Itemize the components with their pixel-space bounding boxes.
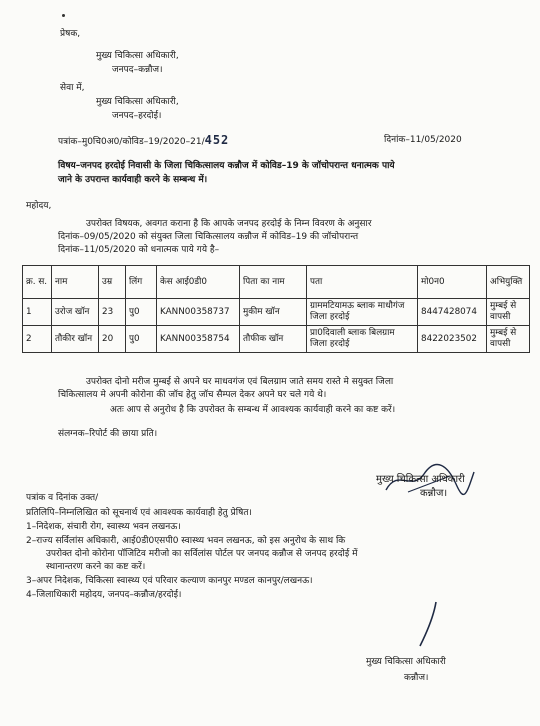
para1-line-3: दिनांक–11/05/2020 को धनात्मक पाये गये है–: [58, 245, 220, 255]
sender-place: जनपद–कन्नौज।: [112, 65, 163, 75]
col-header-address: पता: [307, 266, 418, 299]
recipient-name: मुख्य चिकित्सा अधिकारी,: [96, 97, 179, 107]
cell-remark: मुम्बई से वापसी: [487, 299, 530, 326]
para1-line-2: दिनांक–09/05/2020 को संयुक्त जिला चिकित्सालय कन्नौज में कोविड–19 की जॉचोपरान्त: [58, 232, 359, 242]
salutation: महोदय,: [26, 201, 52, 211]
sender-label: प्रेषक,: [60, 29, 81, 39]
cell-age: 20: [99, 326, 126, 353]
handwritten-number: 452: [204, 133, 230, 147]
table-header-row: [23, 266, 530, 299]
signature1-title: मुख्य चिकित्सा अधिकारी: [376, 474, 465, 485]
copy-intro: प्रतिलिपि–निम्नलिखित को सूचनार्थ एवं आवश्यक कार्यवाही हेतु प्रेषित।: [26, 508, 252, 518]
reference-number: [58, 134, 229, 148]
cell-address: ग्राममटियामऊ ब्लाक माधौगंज जिला हरदोई: [307, 299, 418, 326]
signature1-place: कन्नौज।: [420, 488, 448, 499]
col-header-gender: लिंग: [126, 266, 157, 299]
cell-gender: पु0: [126, 299, 157, 326]
col-header-serial: क्र. स.: [23, 266, 52, 299]
copy-item-3: 3–अपर निदेशक, चिकित्सा स्वास्थ्य एवं परिवार कल्याण कानपुर मण्डल कानपुर/लखनऊ।: [26, 576, 313, 586]
copy-item-1: 1–निदेशक, संचारी रोग, स्वास्थ्य भवन लखनऊ।: [26, 522, 181, 532]
col-header-father-name: पिता का नाम: [240, 266, 307, 299]
patient-table: [22, 265, 530, 353]
cell-remark: मुम्बई से वापसी: [487, 326, 530, 353]
enclosure-note: संलग्नक–रिपोर्ट की छाया प्रति।: [58, 429, 158, 439]
para2-line-1: उपरोक्त दोनो मरीज मुम्बई से अपने घर माधवगंज एवं बिलग्राम जाते समय रास्ते मे सयुक्त जिला: [86, 377, 394, 387]
cell-name: तौकीर खॉन: [52, 326, 99, 353]
copy-item-2-line-3: स्थानान्तरण करने का कष्ट करें।: [46, 562, 146, 572]
subject-line-2: जाने के उपरान्त कार्यवाही करने के सम्बन्ध में।: [58, 175, 208, 185]
subject-line-1: विषय–जनपद हरदोई निवासी के जिला चिकित्सालय कन्नौज में कोविड–19 के जॉचोपरान्त धनात्मक पाये: [58, 161, 395, 171]
cell-mobile: 8422023502: [418, 326, 487, 353]
recipient-place: जनपद–हरदोई।: [112, 111, 162, 121]
copy-title: पत्रांक व दिनांक उक्त/: [26, 493, 99, 503]
speck: [62, 14, 65, 17]
para1-line-1: उपरोक्त विषयक, अवगत कराना है कि आपके जनपद हरदोई के निम्न विवरण के अनुसार: [86, 219, 372, 229]
cell-address: प्रा0दिवाली ब्लाक बिलग्राम जिला हरदोई: [307, 326, 418, 353]
copy-item-2-line-2: उपरोक्त दोनो कोरोना पॉजिटिव मरीजो का सर्विलांस पोर्टल पर जनपद कन्नौज से जनपद हरदोई में: [46, 549, 358, 559]
cell-father-name: तौफीक खॉन: [240, 326, 307, 353]
cell-gender: पु0: [126, 326, 157, 353]
col-header-remark: अभियुक्ति: [487, 266, 530, 299]
table-row: [23, 299, 530, 326]
col-header-name: नाम: [52, 266, 99, 299]
cell-father-name: मुकीम खॉन: [240, 299, 307, 326]
recipient-label: सेवा में,: [60, 83, 85, 93]
para2-line-2: चिकित्सालय मे अपनी कोरोना की जॉच हेतु जॉच सैम्पल देकर अपने घर चले गये थे।: [58, 390, 327, 400]
para2-line-3: अतः आप से अनुरोध है कि उपरोक्त के सम्बन्ध में आवश्यक कार्यवाही करने का कष्ट करें।: [110, 405, 396, 415]
col-header-case-id: केस आई0डी0: [157, 266, 240, 299]
cell-case-id: KANN00358737: [157, 299, 240, 326]
cell-age: 23: [99, 299, 126, 326]
cell-case-id: KANN00358754: [157, 326, 240, 353]
col-header-mobile: मो0न0: [418, 266, 487, 299]
sender-name: मुख्य चिकित्सा अधिकारी,: [96, 51, 179, 61]
letter-date: दिनांक–11/05/2020: [384, 135, 462, 145]
col-header-age: उम्र: [99, 266, 126, 299]
copy-item-4: 4–जिलाधिकारी महोदय, जनपद–कन्नौज/हरदोई।: [26, 590, 182, 600]
reference-text: पत्रांक–मु0चि0अ0/कोविड–19/2020–21/: [58, 137, 205, 147]
cell-serial: 1: [23, 299, 52, 326]
cell-serial: 2: [23, 326, 52, 353]
copy-item-2-line-1: 2–राज्य सर्विलांस अधिकारी, आई0डी0एसपी0 स्वास्थ्य भवन लखनऊ, को इस अनुरोध के साथ कि: [26, 536, 346, 546]
signature2-title: मुख्य चिकित्सा अधिकारी: [366, 657, 446, 667]
cell-mobile: 8447428074: [418, 299, 487, 326]
signature2-place: कन्नौज।: [404, 673, 429, 683]
table-row: [23, 326, 530, 353]
signature-stroke: [414, 600, 444, 650]
cell-name: उरोज खॉन: [52, 299, 99, 326]
